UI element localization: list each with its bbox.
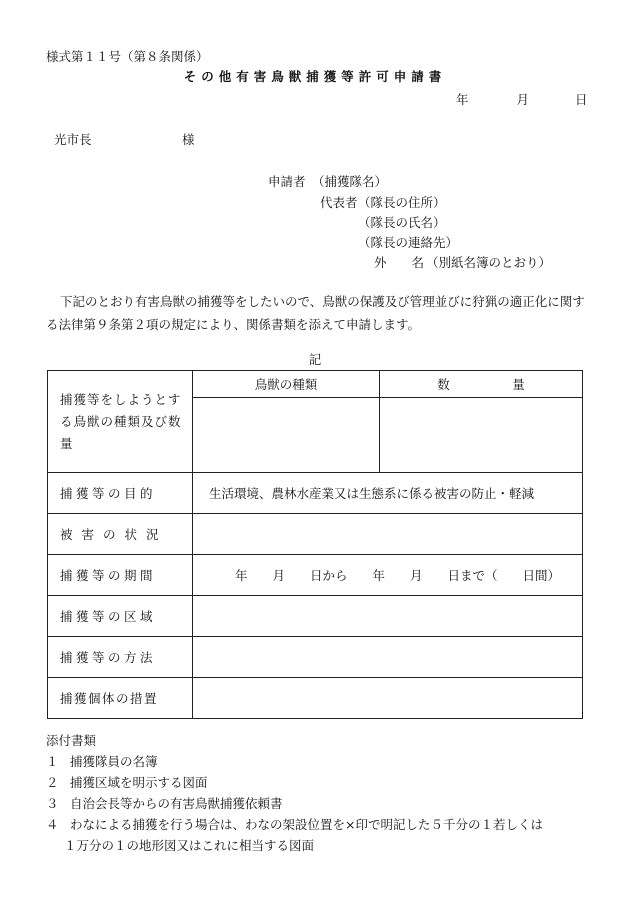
addressee [54,130,195,148]
date-day: 日 [575,92,588,107]
leader-address: （隊長の住所） [358,195,446,210]
application-table [47,370,583,719]
body-text: 下記のとおり有害鳥獣の捕獲等をしたいので、鳥獣の保護及び管理並びに狩猟の適正化に関する法律第９条第２項の規定により、関係書類を添えて申請します。 [46,294,585,332]
date-month: 月 [516,92,530,107]
area-value[interactable] [193,596,583,637]
page-title: その他有害鳥獣捕獲等許可申請書 [183,69,447,84]
addressee-honorific: 様 [182,132,195,147]
attachment-item: １ 捕獲隊員の名簿 [46,754,158,769]
date-year: 年 [456,92,469,107]
attachment-item: ４ わなによる捕獲を行う場合は、わなの架設位置を×印で明記した５千分の１若しくは [46,817,543,832]
others-note: （別紙名簿のとおり） [426,255,552,270]
addressee-name: 光市長 [54,132,92,147]
species-label: 捕獲等をしようとする鳥獣の種類及び数量 [48,371,193,473]
form-number: 様式第１１号（第８条関係） [46,49,209,64]
ki-heading: 記 [308,352,322,367]
quantity-input-cell[interactable] [380,398,583,473]
others-label: 外 名 [374,255,425,270]
leader-name: （隊長の氏名） [358,215,446,230]
method-label: 捕獲等の方法 [48,637,193,678]
disposal-label: 捕獲個体の措置 [48,678,193,719]
attachment-item: ３ 自治会長等からの有害鳥獣捕獲依頼書 [46,796,283,811]
period-label: 捕獲等の期間 [48,555,193,596]
attachment-item-continued: １万分の１の地形図又はこれに相当する図面 [64,838,315,853]
representative-label: 代表者 [320,195,358,210]
purpose-label: 捕獲等の目的 [48,473,193,514]
quantity-col-header: 数 量 [380,371,583,398]
disposal-value[interactable] [193,678,583,719]
damage-label: 被害の状況 [48,514,193,555]
applicant-group-name: （捕獲隊名） [312,174,388,189]
method-value[interactable] [193,637,583,678]
date-line [456,90,588,108]
damage-value[interactable] [193,514,583,555]
species-input-cell[interactable] [193,398,380,473]
purpose-value: 生活環境、農林水産業又は生態系に係る被害の防止・軽減 [193,473,583,514]
leader-contact: （隊長の連絡先） [358,235,459,250]
period-value[interactable]: 年 月 日から 年 月 日まで（ 日間） [193,555,583,596]
area-label: 捕獲等の区域 [48,596,193,637]
attachment-item: ２ 捕獲区域を明示する図面 [46,775,208,790]
applicant-label: 申請者 [268,174,306,189]
attachments-heading: 添付書類 [46,733,97,748]
species-col-header: 鳥獣の種類 [193,371,380,398]
